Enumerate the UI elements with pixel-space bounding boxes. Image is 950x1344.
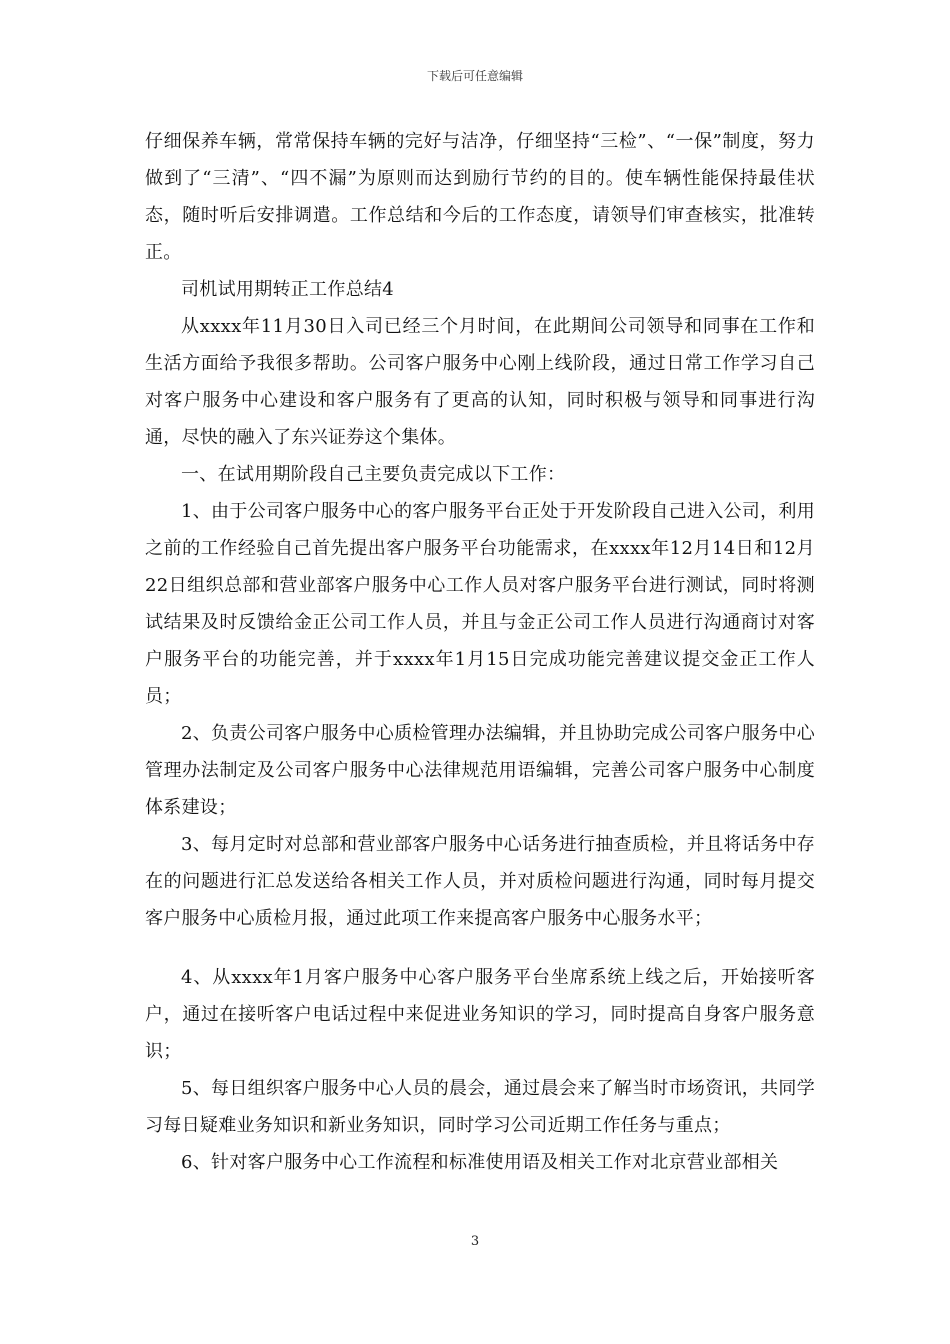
page-header: 下载后可任意编辑	[426, 69, 523, 83]
list-item-3: 3、每月定时对总部和营业部客户服务中心话务进行抽查质检，并且将话务中存在的问题进行汇总发送给各相关工作人员，并对质检问题进行沟通，同时每月提交客户服务中心质检月报，通过此项工作来提高客户服务中心服务水平；	[145, 834, 815, 929]
list-item-6: 6、针对客户服务中心工作流程和标准使用语及相关工作对北京营业部相关	[181, 1152, 779, 1173]
page-number: 3	[470, 1234, 480, 1249]
list-item-5: 5、每日组织客户服务中心人员的晨会，通过晨会来了解当时市场资讯，共同学习每日疑难业务知识和新业务知识，同时学习公司近期工作任务与重点；	[145, 1078, 815, 1136]
section-heading: 司机试用期转正工作总结4	[181, 279, 395, 300]
list-heading: 一、在试用期阶段自己主要负责完成以下工作：	[181, 464, 566, 485]
list-item-1: 1、由于公司客户服务中心的客户服务平台正处于开发阶段自己进入公司，利用之前的工作经验自己首先提出客户服务平台功能需求，在xxxx年12月14日和12月22日组织总部和营业部客户服务中心工作人员对客户服务平台进行测试，同时将测试结果及时反馈给金正公司工作人员，并且与金正公司工作人员进行沟通商讨对客户服务平台的功能完善，并于xxxx年1月15日完成功能完善建议提交金正工作人员；	[145, 501, 815, 707]
paragraph-1: 仔细保养车辆，常常保持车辆的完好与洁净，仔细坚持“三检”、“一保”制度，努力做到了“三清”、“四不漏”为原则而达到励行节约的目的。使车辆性能保持最佳状态，随时听后安排调遣。工作总结和今后的工作态度，请领导们审查核实，批准转正。	[145, 131, 815, 263]
list-item-2: 2、负责公司客户服务中心质检管理办法编辑，并且协助完成公司客户服务中心管理办法制定及公司客户服务中心法律规范用语编辑，完善公司客户服务中心制度体系建设；	[145, 723, 815, 818]
document-body	[145, 123, 815, 1181]
list-item-4: 4、从xxxx年1月客户服务中心客户服务平台坐席系统上线之后，开始接听客户，通过在接听客户电话过程中来促进业务知识的学习，同时提高自身客户服务意识；	[145, 967, 815, 1062]
paragraph-intro: 从xxxx年11月30日入司已经三个月时间，在此期间公司领导和同事在工作和生活方面给予我很多帮助。公司客户服务中心刚上线阶段，通过日常工作学习自己对客户服务中心建设和客户服务有了更高的认知，同时积极与领导和同事进行沟通，尽快的融入了东兴证券这个集体。	[145, 316, 815, 448]
